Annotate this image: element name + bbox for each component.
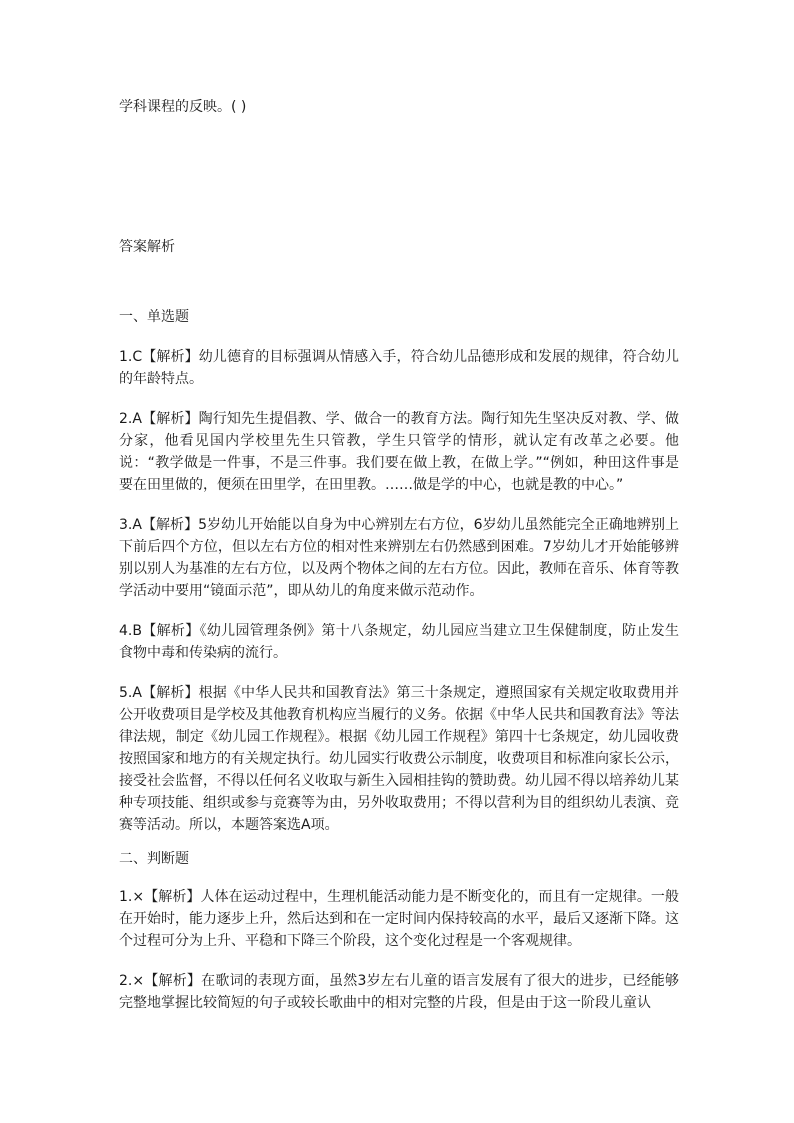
- answer-4-text: 4.B【解析】《幼儿园管理条例》第十八条规定，幼儿园应当建立卫生保健制度，防止发生食物中毒和传染病的流行。: [119, 623, 679, 661]
- answer-2-text: 2.A【解析】陶行知先生提倡教、学、做合一的教育方法。陶行知先生坚决反对教、学、做分家，他看见国内学校里先生只管教，学生只管学的情形，就认定有改革之必要。他说：“教学做是一件事，不是三件事。我们要在做上教，在做上学。”“例如，种田这件事是要在田里做的，便须在田里学，在田里教。……做是学的中心，也就是教的中心。”: [119, 411, 679, 493]
- answer-title: 答案解析: [119, 239, 175, 255]
- section-1-title: 一、单选题: [119, 309, 189, 325]
- answer-2: [119, 408, 679, 496]
- answer-1: [119, 346, 679, 390]
- answer-3-text: 3.A【解析】5岁幼儿开始能以自身为中心辨别左右方位，6岁幼儿虽然能完全正确地辨别上下前后四个方位，但以左右方位的相对性来辨别左右仍然感到困难。7岁幼儿才开始能够辨别以别人为基准的左右方位，以及两个物体之间的左右方位。因此，教师在音乐、体育等教学活动中要用“镜面示范”，即从幼儿的角度来做示范动作。: [119, 517, 679, 599]
- question-fragment: [119, 96, 679, 118]
- answer-heading: [119, 236, 679, 258]
- judgment-1-text: 1.×【解析】人体在运动过程中，生理机能活动能力是不断变化的，而且有一定规律。一般在开始时，能力逐步上升，然后达到和在一定时间内保持较高的水平，最后又逐渐下降。这个过程可分为上升、平稳和下降三个阶段，这个变化过程是一个客观规律。: [119, 889, 679, 949]
- answer-1-text: 1.C【解析】幼儿德育的目标强调从情感入手，符合幼儿品德形成和发展的规律，符合幼儿的年龄特点。: [119, 349, 679, 387]
- answer-5-text: 5.A【解析】根据《中华人民共和国教育法》第三十条规定，遵照国家有关规定收取费用并公开收费项目是学校及其他教育机构应当履行的义务。依据《中华人民共和国教育法》等法律法规，制定《幼儿园工作规程》。根据《幼儿园工作规程》第四十七条规定，幼儿园收费按照国家和地方的有关规定执行。幼儿园实行收费公示制度，收费项目和标准向家长公示，接受社会监督，不得以任何名义收取与新生入园相挂钩的赞助费。幼儿园不得以培养幼儿某种专项技能、组织或参与竞赛等为由，另外收取费用；不得以营利为目的组织幼儿表演、竞赛等活动。所以，本题答案选A项。: [119, 685, 679, 833]
- section-1-heading: [119, 306, 679, 328]
- section-2-heading: [119, 848, 679, 870]
- judgment-1: [119, 886, 679, 952]
- fragment-text: 学科课程的反映。( ): [119, 99, 247, 115]
- answer-5: [119, 682, 679, 836]
- section-2-title: 二、判断题: [119, 851, 189, 867]
- judgment-2: [119, 970, 679, 1014]
- judgment-2-text: 2.×【解析】在歌词的表现方面，虽然3岁左右儿童的语言发展有了很大的进步，已经能够完整地掌握比较简短的句子或较长歌曲中的相对完整的片段，但是由于这一阶段儿童认: [119, 973, 679, 1011]
- answer-4: [119, 620, 679, 664]
- answer-3: [119, 514, 679, 602]
